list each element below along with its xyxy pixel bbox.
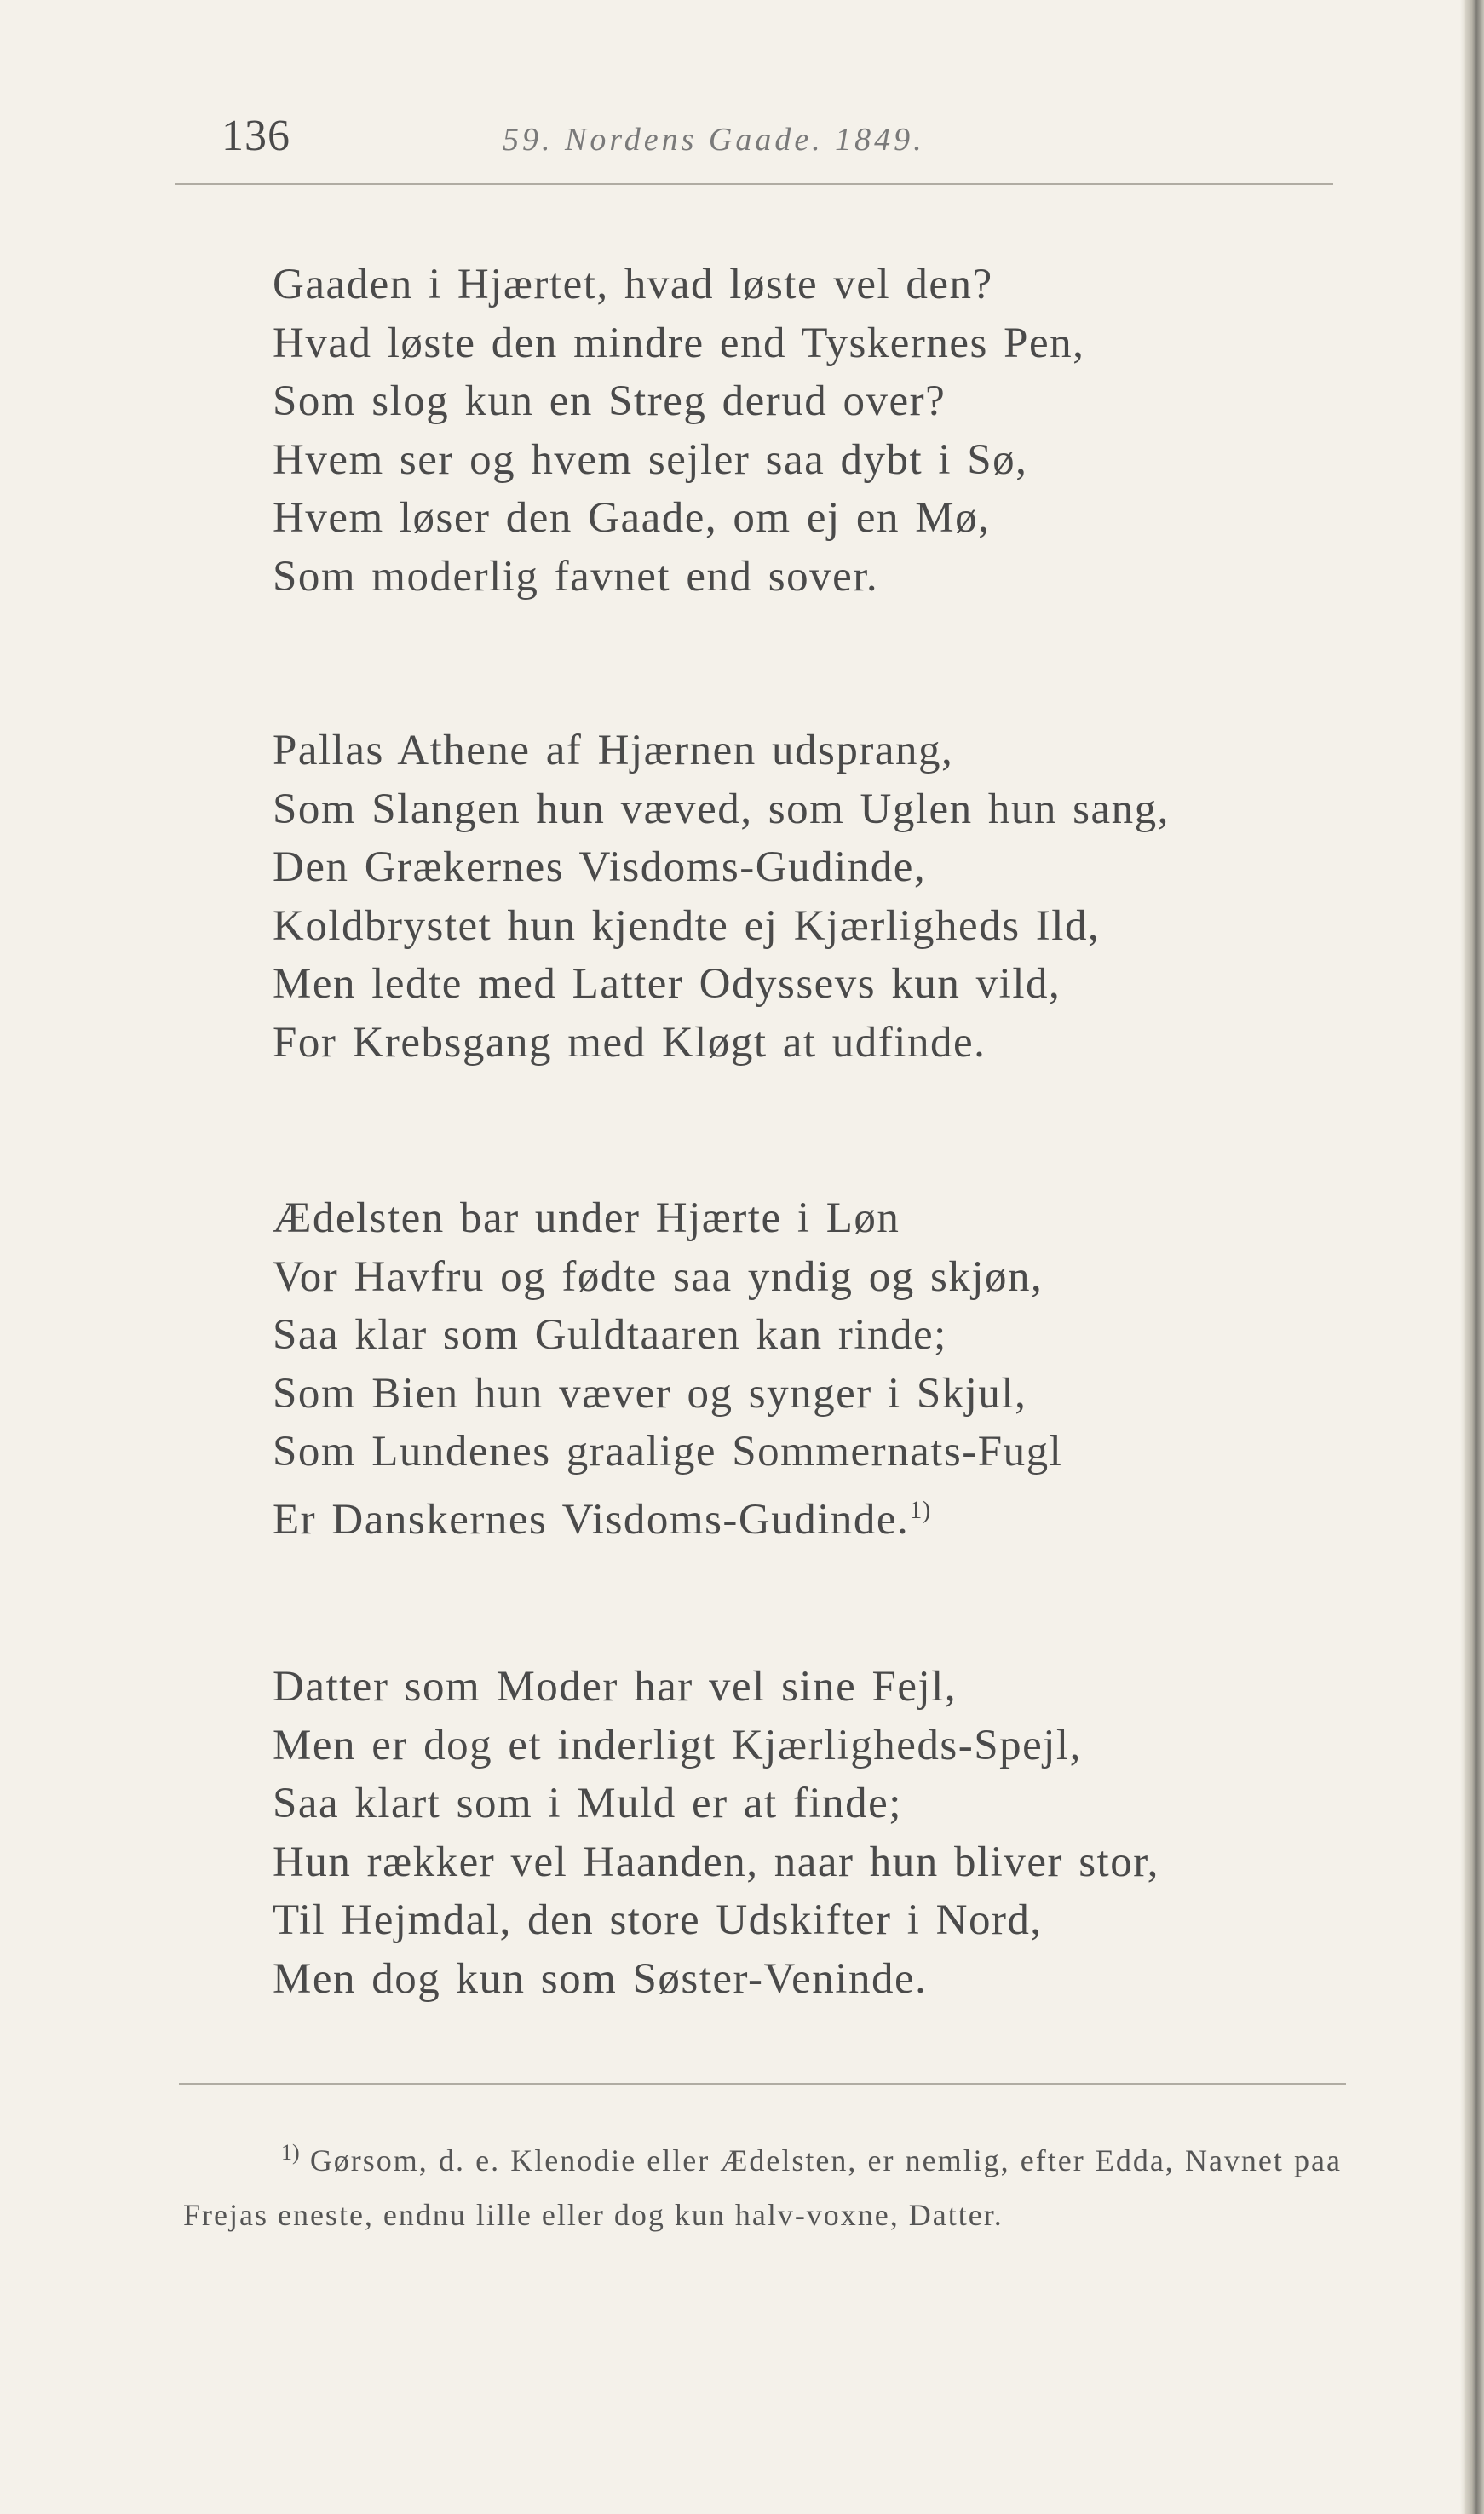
poem-line-text: Er Danskernes Visdoms-Gudinde. xyxy=(273,1495,910,1544)
poem-line: Hvem ser og hvem sejler saa dybt i Sø, xyxy=(273,435,1028,484)
page-edge xyxy=(1465,0,1484,2514)
footnote-marker: 1) xyxy=(281,2140,300,2165)
poem-line: Men ledte med Latter Odyssevs kun vild, xyxy=(273,960,1061,1008)
poem-line: Som Bien hun væver og synger i Skjul, xyxy=(273,1369,1027,1418)
poem-line: Den Grækernes Visdoms-Gudinde, xyxy=(273,843,927,891)
footnote-text: Gørsom, d. e. Klenodie eller Ædelsten, er nemlig, efter Edda, Navnet paa Frejas eneste, endnu lille eller dog kun halv-voxne, Datter. xyxy=(183,2143,1342,2232)
poem-line: Hvad løste den mindre end Tyskernes Pen, xyxy=(273,319,1085,367)
poem-line: Saa klar som Guldtaaren kan rinde; xyxy=(273,1311,947,1359)
page-number: 136 xyxy=(221,112,290,160)
poem-line: Gaaden i Hjærtet, hvad løste vel den? xyxy=(273,261,993,308)
poem-line: For Krebsgang med Kløgt at udfinde. xyxy=(273,1018,986,1067)
poem-line: Men er dog et inderligt Kjærligheds-Spejl, xyxy=(273,1721,1082,1769)
header-rule xyxy=(175,183,1333,185)
poem-line: Som Slangen hun væved, som Uglen hun sang, xyxy=(273,785,1170,833)
poem-line: Ædelsten bar under Hjærte i Løn xyxy=(273,1194,900,1242)
poem-line: Datter som Moder har vel sine Fejl, xyxy=(273,1663,958,1711)
poem-line: Saa klart som i Muld er at finde; xyxy=(273,1780,902,1827)
poem-line: Som Lundenes graalige Sommernats-Fugl xyxy=(273,1428,1063,1476)
stanza-1 xyxy=(273,256,1380,606)
stanza-4 xyxy=(273,1658,1380,2008)
running-head: 59. Nordens Gaade. 1849. xyxy=(503,122,925,158)
poem-line: Men dog kun som Søster-Veninde. xyxy=(273,1954,928,2003)
stanza-3 xyxy=(273,1189,1380,1549)
poem-line: Som slog kun en Streg derud over? xyxy=(273,377,946,425)
poem-line-with-ref xyxy=(273,1481,1380,1550)
poem-line: Hvem løser den Gaade, om ej en Mø, xyxy=(273,494,991,542)
poem-line: Som moderlig favnet end sover. xyxy=(273,552,879,601)
poem-line: Til Hejmdal, den store Udskifter i Nord, xyxy=(273,1896,1043,1944)
footnote-reference[interactable]: 1) xyxy=(909,1495,931,1524)
poem-line: Vor Havfru og fødte saa yndig og skjøn, xyxy=(273,1252,1044,1301)
poem-line: Pallas Athene af Hjærnen udsprang, xyxy=(273,727,954,774)
poem-line: Koldbrystet hun kjendte ej Kjærligheds Ild, xyxy=(273,901,1101,950)
footnote-rule xyxy=(179,2083,1346,2085)
stanza-2 xyxy=(273,722,1380,1072)
page-header xyxy=(221,102,1346,170)
poem-line: Hun rækker vel Haanden, naar hun bliver stor, xyxy=(273,1838,1159,1886)
footnote xyxy=(183,2126,1342,2242)
